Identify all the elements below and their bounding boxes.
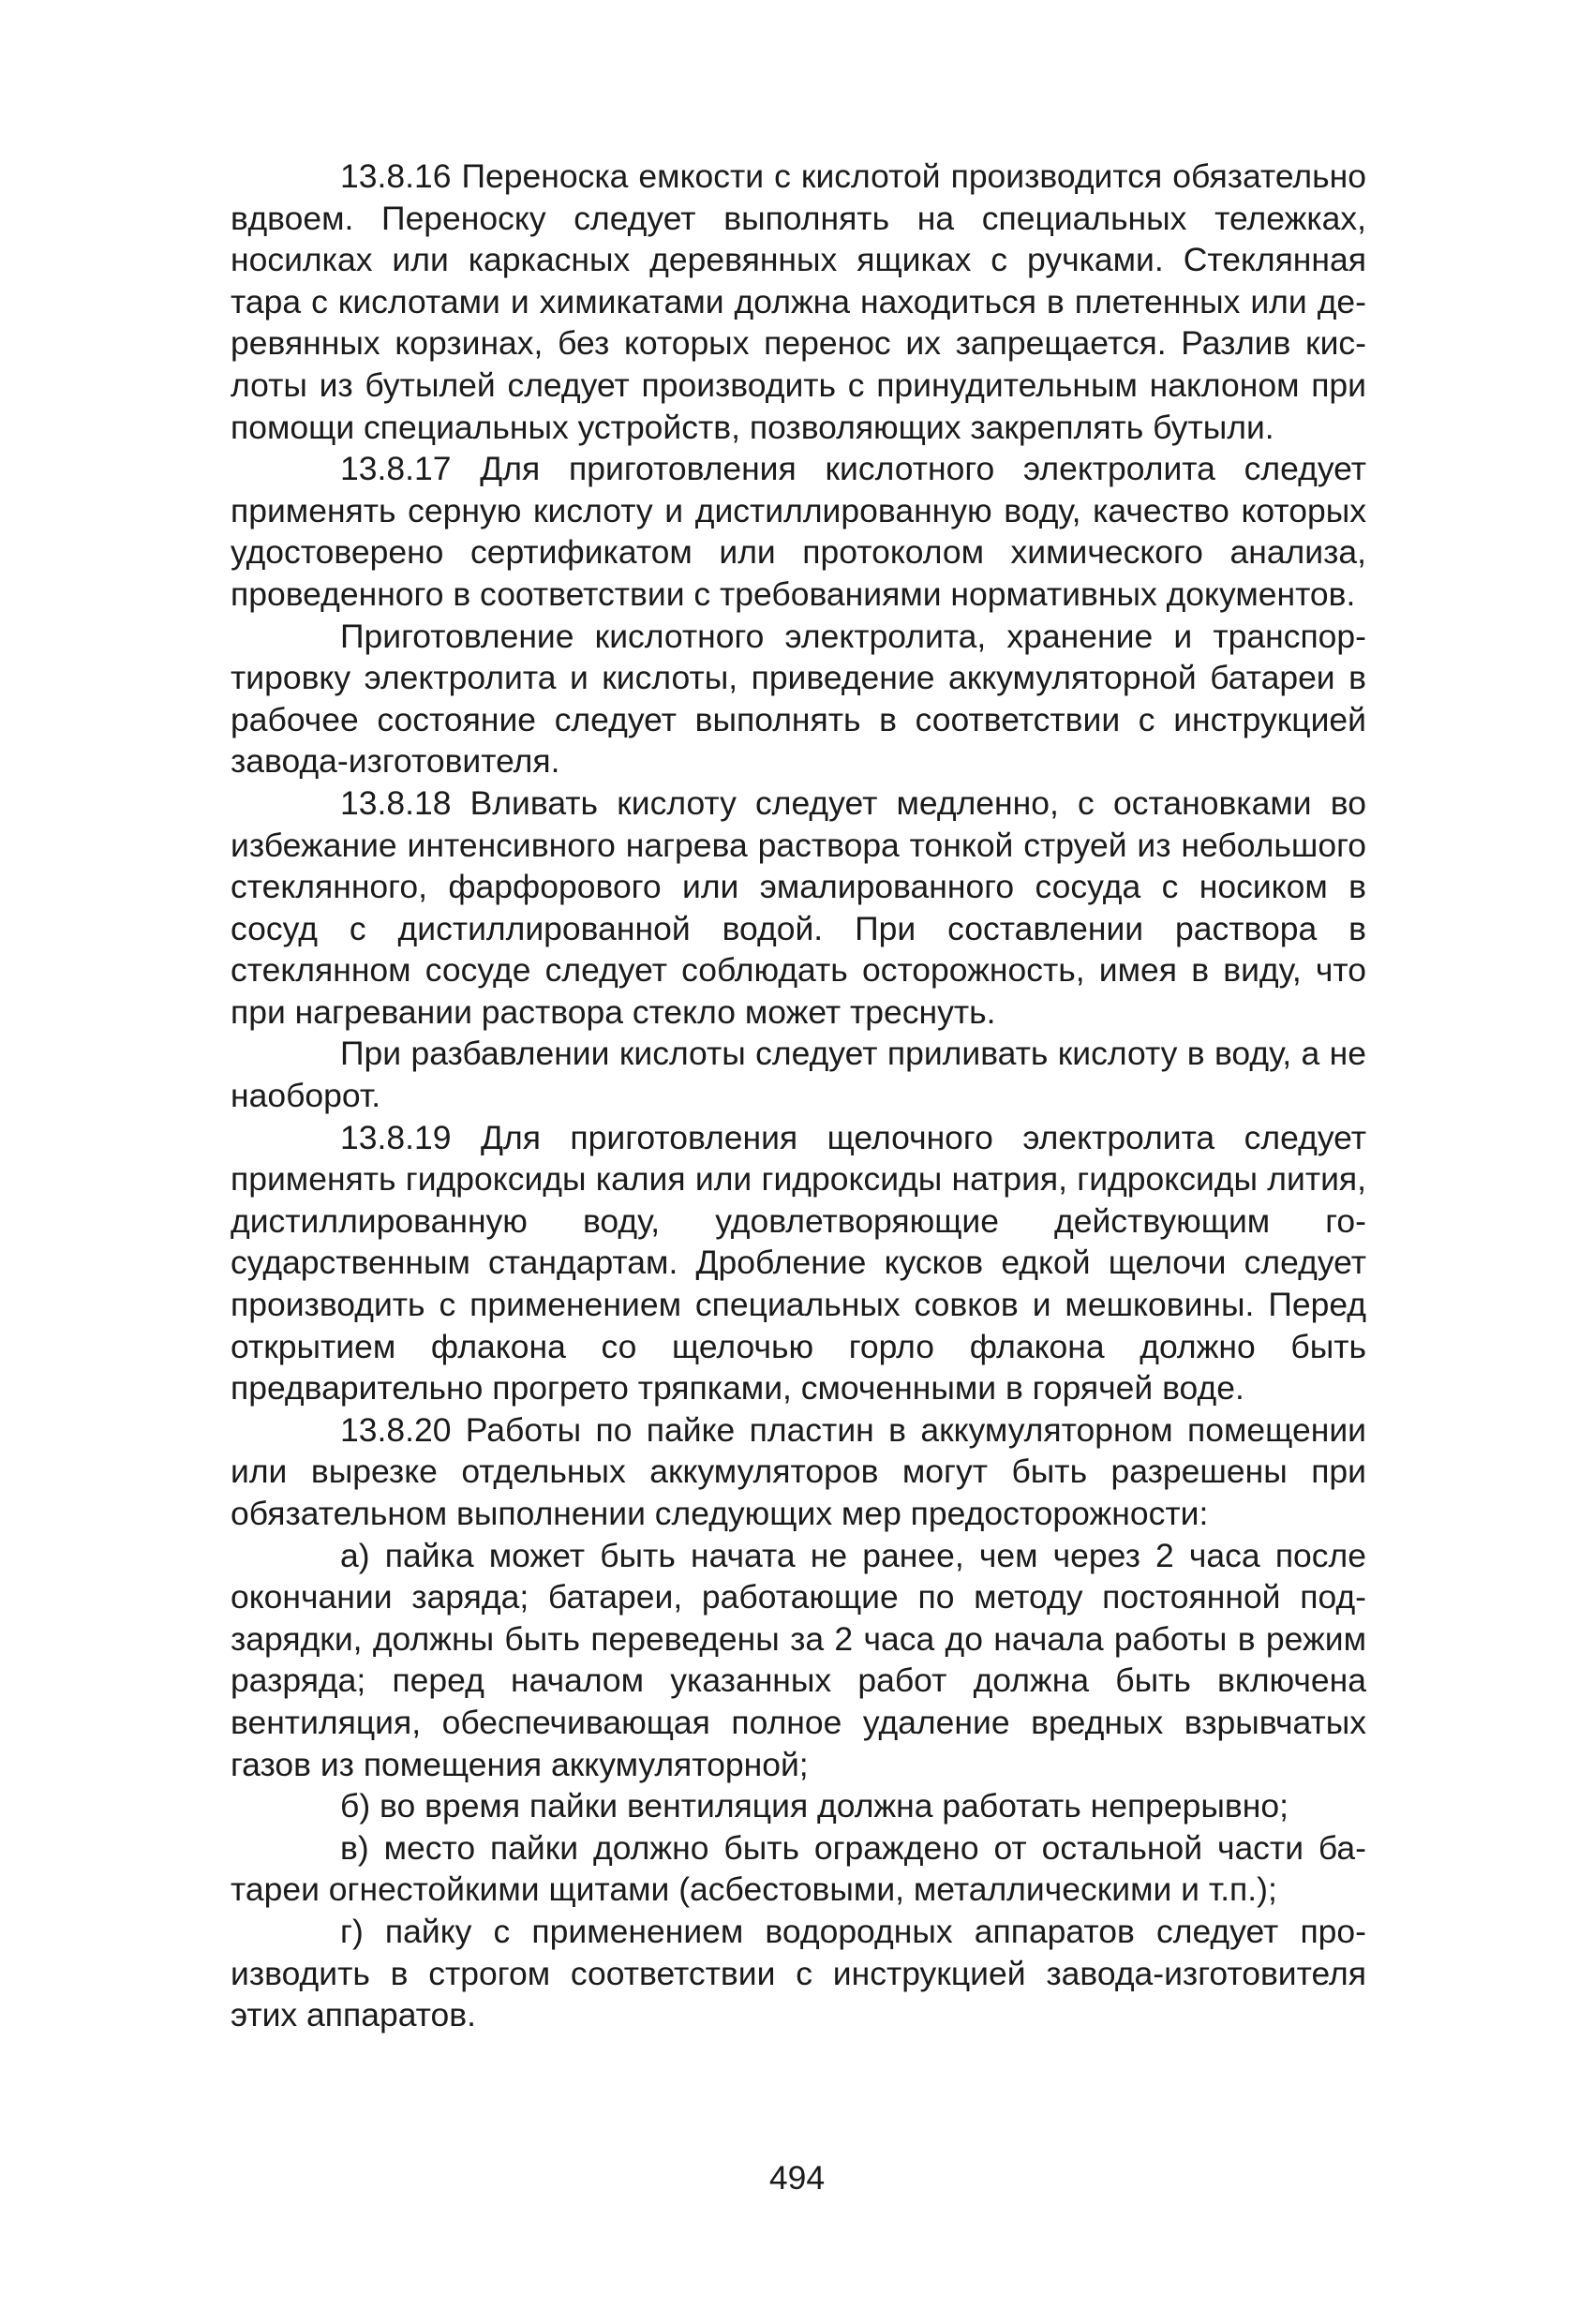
paragraph-electrolyte-preparation: Приготовление кислотного электролита, хранение и транспортировку электролита и кислоты, приведение аккумуляторной батареи в рабочее состояние следует выполнять в соответствии с инструкцией завода-изготовителя. — [231, 617, 1366, 781]
list-item-b: б) во время пайки вентиляция должна работать непрерывно; — [340, 1787, 1289, 1825]
list-item-g: г) пайку с применением водородных аппаратов следует производить в строгом соответствии с инструкцией завода-изготовителя этих аппаратов. — [231, 1912, 1366, 2034]
list-item-a: а) пайка может быть начата не ранее, чем через 2 часа после окончании заряда; батареи, работающие по методу постоянной подзарядки, должны быть переведены за 2 часа до начала работы в режим разряда; перед началом указанных работ должна быть включена вентиляция, обеспечивающая полное удаление вредных взрывчатых газов из помещения аккумуляторной; — [231, 1536, 1366, 1783]
paragraph-13-8-20: 13.8.20 Работы по пайке пластин в аккумуляторном помещении или вырезке отдельных аккумуляторов могут быть разрешены при обязательном выполнении следующих мер предосторожности: — [231, 1410, 1366, 1532]
paragraph-13-8-18: 13.8.18 Вливать кислоту следует медленно, с остановками во избежание интенсивного нагрева раствора тонкой струей из небольшого стеклянного, фарфорового или эмалированного сосуда с носиком в сосуд с дистиллированной водой. При составлении раствора в стеклянном сосуде следует соблюдать осторожность, имея в виду, что при нагревании раствора стекло может треснуть. — [231, 783, 1366, 1031]
paragraph-13-8-17: 13.8.17 Для приготовления кислотного электролита следует применять серную кислоту и дистиллированную воду, качество которых удостоверено сертификатом или протоколом химического анализа, проведенного в соответствии с требованиями нормативных документов. — [231, 450, 1366, 613]
page-number: 494 — [768, 2159, 826, 2197]
paragraph-13-8-19: 13.8.19 Для приготовления щелочного электролита следует применять гидроксиды калия или гидроксиды натрия, гидроксиды лития, дистиллированную воду, удовлетворяющие действующим государственным стандартам. Дробление кусков едкой щелочи следует производить с применением специальных совков и мешковины. Перед открытием флакона со щелочью горло флакона должно быть предварительно прогрето тряпками, смоченными в горячей воде. — [231, 1118, 1366, 1408]
paragraph-13-8-16: 13.8.16 Переноска емкости с кислотой производится обязательно вдвоем. Переноску следует выполнять на специальных тележках, носилках или каркасных деревянных ящиках с ручками. Стеклянная тара с кислотами и химикатами должна находиться в плетенных или деревянных корзинах, без которых перенос их запрещается. Разлив кислоты из бутылей следует производить с принудительным наклоном при помощи специальных устройств, позволяющих закреплять бутыли. — [231, 157, 1366, 446]
document-body — [231, 156, 1366, 2036]
paragraph-acid-dilution: При разбавлении кислоты следует приливать кислоту в воду, а не наоборот. — [231, 1035, 1366, 1115]
list-item-v: в) место пайки должно быть ограждено от остальной части батареи огнестойкими щитами (асбестовыми, металлическими и т.п.); — [231, 1828, 1366, 1909]
